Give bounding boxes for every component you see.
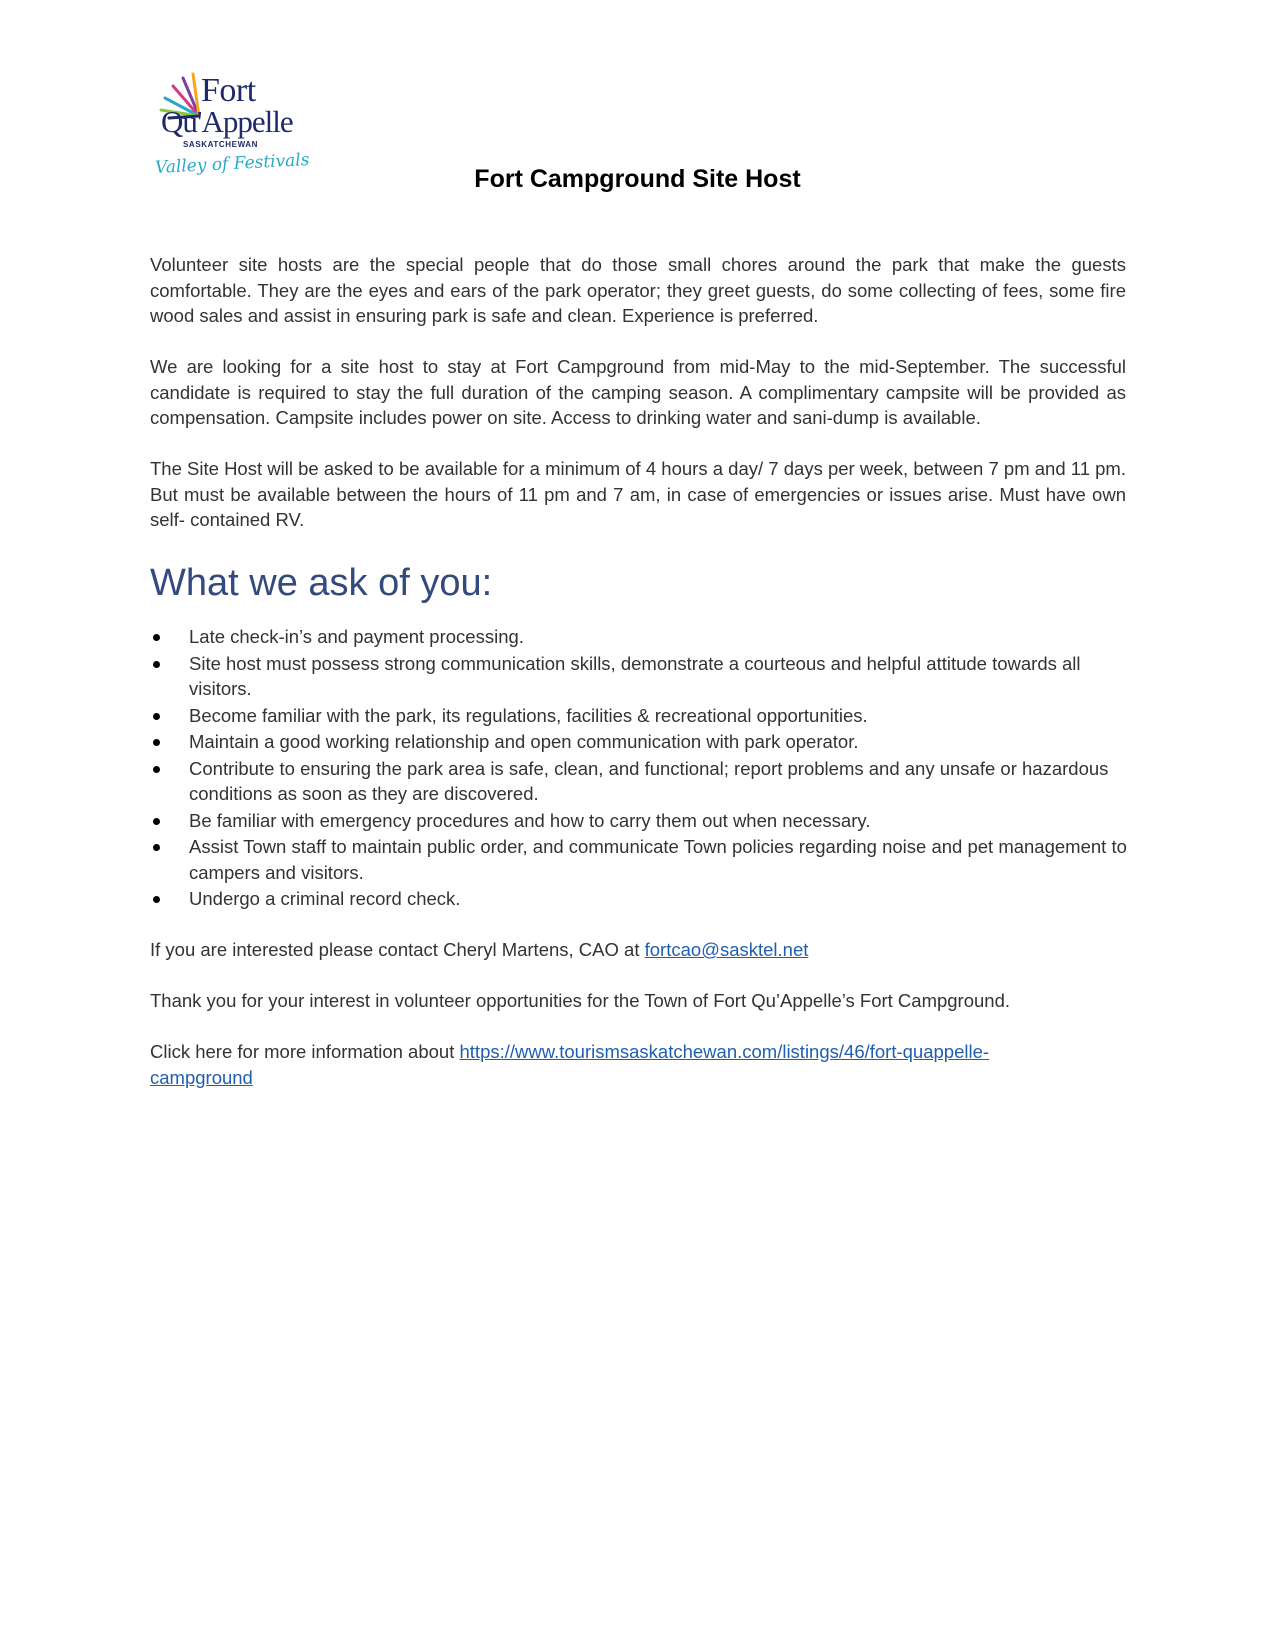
page-title: Fort Campground Site Host	[474, 165, 801, 193]
section-heading: What we ask of you:	[150, 562, 493, 604]
list-item-text: Maintain a good working relationship and open communication with park operator.	[189, 731, 859, 752]
list-item-text: Contribute to ensuring the park area is safe, clean, and functional; report problems and any unsafe or hazardous conditions as soon as they are discovered.	[189, 757, 1109, 804]
list-item-text: Site host must possess strong communication skills, demonstrate a courteous and helpful attitude towards all visitors.	[189, 652, 1081, 699]
logo-tagline: Valley of Festivals	[154, 149, 310, 179]
list-item	[150, 886, 1135, 912]
list-item-text: Assist Town staff to maintain public order, and communicate Town policies regarding noise and pet management to campers and visitors.	[189, 836, 1127, 883]
logo-saskatchewan-text: SASKATCHEWAN	[183, 140, 259, 149]
logo-quappelle-text: Qu'Appelle	[161, 104, 293, 139]
list-item-text: Be familiar with emergency procedures and how to carry them out when necessary.	[189, 809, 871, 831]
bullet-icon	[153, 634, 160, 641]
list-item	[150, 756, 1135, 807]
list-item-text: Late check-in’s and payment processing.	[189, 626, 524, 647]
bullet-icon	[153, 896, 160, 903]
more-info-link[interactable]: https://www.tourismsaskatchewan.com/listings/46/fort-quappelle-campground	[150, 1041, 990, 1088]
bullet-icon	[153, 844, 160, 851]
list-item	[150, 729, 1135, 755]
bullet-icon	[153, 713, 160, 720]
contact-text: If you are interested please contact Cheryl Martens, CAO at	[150, 939, 645, 960]
list-item-text: Undergo a criminal record check.	[189, 888, 461, 909]
more-info-line	[150, 1039, 1070, 1090]
list-item	[150, 703, 1135, 729]
list-item	[150, 808, 1135, 834]
requirements-list	[150, 624, 1135, 913]
contact-email-link[interactable]: fortcao@sasktel.net	[644, 939, 809, 960]
more-info-text: Click here for more information about	[150, 1041, 460, 1062]
intro-paragraph: Volunteer site hosts are the special people that do those small chores around the park that make the guests comfortable. They are the eyes and ears of the park operator; they greet guests, do some collecting of fees, some fire wood sales and assist in ensuring park is safe and clean. Experience is preferred.	[150, 254, 1126, 326]
bullet-icon	[153, 739, 160, 746]
list-item	[150, 651, 1135, 702]
availability-paragraph: The Site Host will be asked to be available for a minimum of 4 hours a day/ 7 days per week, between 7 pm and 11 pm. But must be available between the hours of 11 pm and 7 am, in case of emergencies or issues arise. Must have own self- contained RV.	[150, 458, 1126, 530]
list-item-text: Become familiar with the park, its regulations, facilities & recreational opportunities.	[189, 704, 868, 726]
bullet-icon	[153, 818, 160, 825]
logo-fort-text: Fort	[201, 72, 256, 109]
bullet-icon	[153, 766, 160, 773]
list-item	[150, 624, 1135, 650]
position-paragraph: We are looking for a site host to stay at Fort Campground from mid-May to the mid-September. The successful candidate is required to stay the full duration of the camping season. A complimentary campsite will be provided as compensation. Campsite includes power on site. Access to drinking water and sani-dump is available.	[150, 356, 1126, 428]
bullet-icon	[153, 661, 160, 668]
contact-line	[150, 937, 808, 963]
thanks-line: Thank you for your interest in volunteer opportunities for the Town of Fort Qu’Appelle’s Fort Campground.	[150, 990, 1011, 1011]
list-item	[150, 834, 1135, 885]
